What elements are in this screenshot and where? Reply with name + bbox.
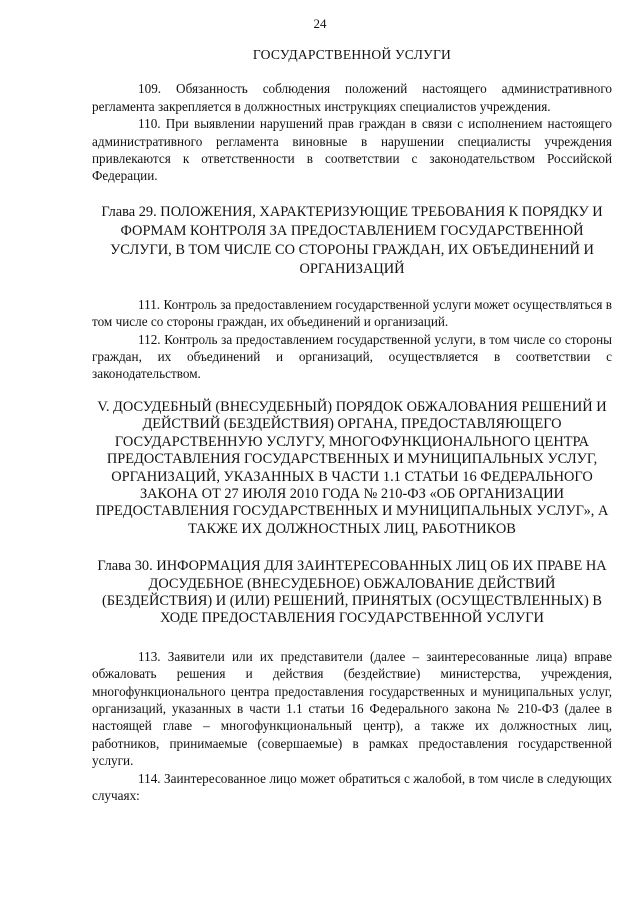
paragraph-109: 109. Обязанность соблюдения положений настоящего административного регламента закрепляется в должностных инструкциях специалистов учреждения. [92,81,612,114]
paragraph-113: 113. Заявители или их представители (далее – заинтересованные лица) вправе обжаловать решения и действия (бездействие) министерства, учреждения, многофункционального центра предоставления государственных и муниципальных услуг, организаций, указанных в части 1.1 статьи 16 Федерального закона № 210-ФЗ (далее в настоящей главе – многофункциональный центр), а также их должностных лиц, работников, принимаемые (совершаемые) в рамках предоставления государственной услуги. [92,648,612,769]
paragraph-110: 110. При выявлении нарушений прав граждан в связи с исполнением настоящего административного регламента виновные в нарушении специалисты учреждения привлекаются к ответственности в соответствии с законодательством Российской Федерации. [92,116,612,184]
paragraph-114: 114. Заинтересованное лицо может обратиться с жалобой, в том числе в следующих случаях: [92,770,612,803]
heading-continuation: ГОСУДАРСТВЕННОЙ УСЛУГИ [252,47,452,62]
paragraph-112: 112. Контроль за предоставлением государственной услуги, в том числе со стороны граждан, их объединений и организаций, осуществляется в соответствии с законодательством. [92,331,612,382]
chapter-29-heading: Глава 29. ПОЛОЖЕНИЯ, ХАРАКТЕРИЗУЮЩИЕ ТРЕБОВАНИЯ К ПОРЯДКУ И ФОРМАМ КОНТРОЛЯ ЗА ПРЕДОСТАВЛЕНИЕМ ГОСУДАРСТВЕННОЙ УСЛУГИ, В ТОМ ЧИСЛЕ СО СТОРОНЫ ГРАЖДАН, ИХ ОБЪЕДИНЕНИЙ И ОРГАНИЗАЦИЙ [101,203,603,277]
chapter-30-heading: Глава 30. ИНФОРМАЦИЯ ДЛЯ ЗАИНТЕРЕСОВАННЫХ ЛИЦ ОБ ИХ ПРАВЕ НА ДОСУДЕБНОЕ (ВНЕСУДЕБНОЕ) ОБЖАЛОВАНИЕ ДЕЙСТВИЙ (БЕЗДЕЙСТВИЯ) И (ИЛИ) РЕШЕНИЙ, ПРИНЯТЫХ (ОСУЩЕСТВЛЕННЫХ) В ХОДЕ ПРЕДОСТАВЛЕНИЯ ГОСУДАРСТВЕННОЙ УСЛУГИ [97,558,607,627]
section-v-heading: V. ДОСУДЕБНЫЙ (ВНЕСУДЕБНЫЙ) ПОРЯДОК ОБЖАЛОВАНИЯ РЕШЕНИЙ И ДЕЙСТВИЙ (БЕЗДЕЙСТВИЯ) ОРГАНА, ПРЕДОСТАВЛЯЮЩЕГО ГОСУДАРСТВЕННУЮ УСЛУГУ, МНОГОФУНКЦИОНАЛЬНОГО ЦЕНТРА ПРЕДОСТАВЛЕНИЯ ГОСУДАРСТВЕННЫХ И МУНИЦИПАЛЬНЫХ УСЛУГ, ОРГАНИЗАЦИЙ, УКАЗАННЫХ В ЧАСТИ 1.1 СТАТЬИ 16 ФЕДЕРАЛЬНОГО ЗАКОНА ОТ 27 ИЮЛЯ 2010 ГОДА № 210-ФЗ «ОБ ОРГАНИЗАЦИИ ПРЕДОСТАВЛЕНИЯ ГОСУДАРСТВЕННЫХ И МУНИЦИПАЛЬНЫХ УСЛУГ», А ТАКЖЕ ИХ ДОЛЖНОСТНЫХ ЛИЦ, РАБОТНИКОВ [95,398,609,537]
page-content [92,46,612,804]
page-number: 24 [313,16,327,31]
paragraph-111: 111. Контроль за предоставлением государственной услуги может осуществляться в том числе со стороны граждан, их объединений и организаций. [92,296,612,330]
